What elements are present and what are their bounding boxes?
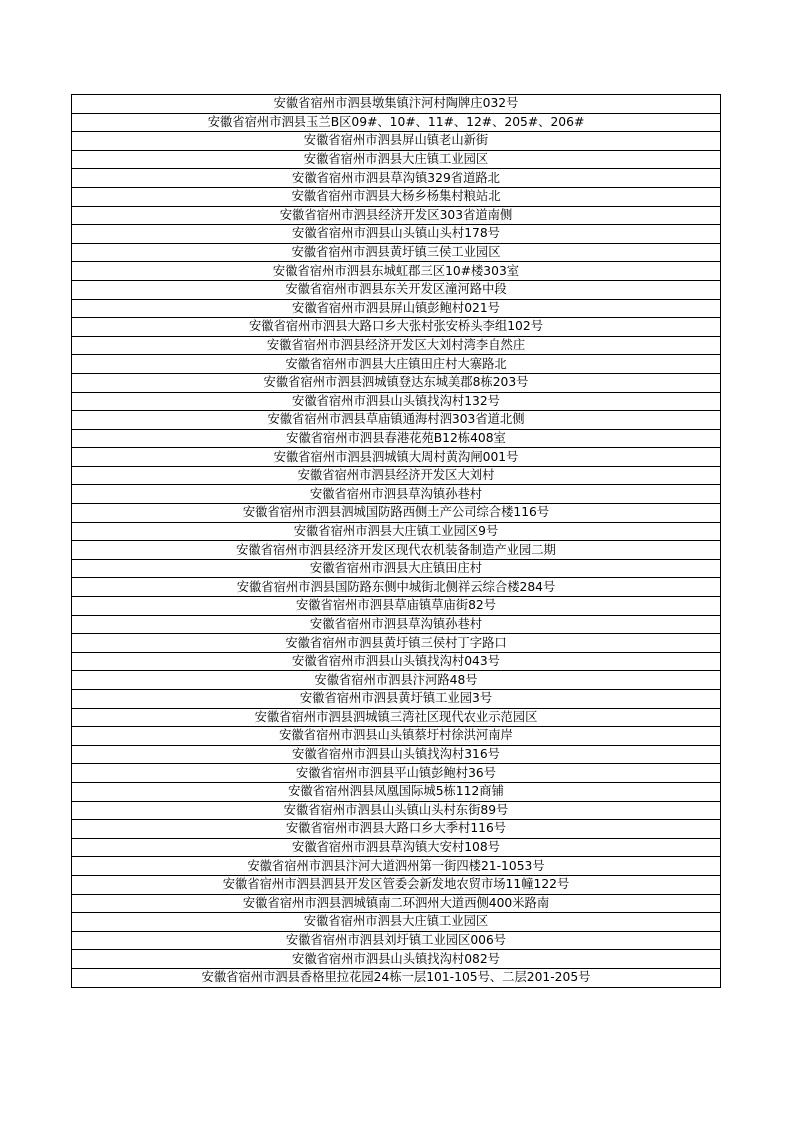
address-cell: 安徽省宿州市泗县汴河大道泗州第一街四楼21-1053号 — [72, 857, 721, 876]
address-cell: 安徽省宿州市泗县经济开发区大刘村湾李自然庄 — [72, 336, 721, 355]
address-cell: 安徽省宿州市泗县大庄镇工业园区9号 — [72, 522, 721, 541]
address-cell: 安徽省宿州市泗县草庙镇通海村泗303省道北侧 — [72, 411, 721, 430]
address-cell: 安徽省宿州市泗县大路口乡大张村张安桥头李组102号 — [72, 318, 721, 337]
address-cell: 安徽省宿州市泗县草沟镇大安村108号 — [72, 838, 721, 857]
table-row — [72, 764, 721, 783]
address-cell: 安徽省宿州市泗县黄圩镇三侯村丁字路口 — [72, 634, 721, 653]
address-cell: 安徽省宿州市泗县泗城镇大周村黄沟闸001号 — [72, 448, 721, 467]
table-row — [72, 671, 721, 690]
table-row — [72, 448, 721, 467]
table-row — [72, 875, 721, 894]
table-row — [72, 559, 721, 578]
address-cell: 安徽省宿州市泗县山头镇找沟村043号 — [72, 652, 721, 671]
table-row — [72, 373, 721, 392]
address-cell: 安徽省宿州市泗县黄圩镇工业园3号 — [72, 690, 721, 709]
address-cell: 安徽省宿州市泗县草沟镇329省道路北 — [72, 169, 721, 188]
table-row — [72, 968, 721, 987]
table-row — [72, 355, 721, 374]
address-cell: 安徽省宿州市泗县山头镇山头村178号 — [72, 225, 721, 244]
table-row — [72, 206, 721, 225]
table-row — [72, 411, 721, 430]
address-table-body — [72, 95, 721, 988]
address-cell: 安徽省宿州市泗县山头镇找沟村132号 — [72, 392, 721, 411]
table-row — [72, 597, 721, 616]
table-row — [72, 857, 721, 876]
address-cell: 安徽省宿州市泗县草沟镇孙巷村 — [72, 615, 721, 634]
table-row — [72, 150, 721, 169]
table-row — [72, 243, 721, 262]
address-cell: 安徽省宿州市泗县汴河路48号 — [72, 671, 721, 690]
address-cell: 安徽省宿州市泗县大杨乡杨集村粮站北 — [72, 187, 721, 206]
address-cell: 安徽省宿州市泗县玉兰B区09#、10#、11#、12#、205#、206# — [72, 113, 721, 132]
table-row — [72, 690, 721, 709]
table-row — [72, 262, 721, 281]
table-row — [72, 634, 721, 653]
address-cell: 安徽省宿州市泗县大庄镇工业园区 — [72, 150, 721, 169]
table-row — [72, 578, 721, 597]
address-cell: 安徽省宿州市泗县屏山镇彭鲍村021号 — [72, 299, 721, 318]
address-cell: 安徽省宿州市泗县黄圩镇三侯工业园区 — [72, 243, 721, 262]
address-cell: 安徽省宿州市泗县大路口乡大季村116号 — [72, 820, 721, 839]
table-row — [72, 913, 721, 932]
table-row — [72, 522, 721, 541]
address-cell: 安徽省宿州市泗县屏山镇老山新街 — [72, 132, 721, 151]
address-cell: 安徽省宿州市泗县大庄镇田庄村大寨路北 — [72, 355, 721, 374]
address-cell: 安徽省宿州泗县凤凰国际城5栋112商铺 — [72, 782, 721, 801]
table-row — [72, 466, 721, 485]
address-cell: 安徽省宿州市泗县草沟镇孙巷村 — [72, 485, 721, 504]
table-row — [72, 318, 721, 337]
address-cell: 安徽省宿州市泗县泗城镇登达东城美郡8栋203号 — [72, 373, 721, 392]
address-cell: 安徽省宿州市泗县国防路东侧中城街北侧祥云综合楼284号 — [72, 578, 721, 597]
table-row — [72, 615, 721, 634]
address-cell: 安徽省宿州市泗县经济开发区大刘村 — [72, 466, 721, 485]
address-cell: 安徽省宿州市泗县东城虹郡三区10#楼303室 — [72, 262, 721, 281]
table-row — [72, 95, 721, 114]
table-row — [72, 708, 721, 727]
address-cell: 安徽省宿州市泗县泗城国防路西侧土产公司综合楼116号 — [72, 504, 721, 523]
table-row — [72, 280, 721, 299]
address-cell: 安徽省宿州市泗县香格里拉花园24栋一层101-105号、二层201-205号 — [72, 968, 721, 987]
address-cell: 安徽省宿州市泗县经济开发区303省道南侧 — [72, 206, 721, 225]
address-cell: 安徽省宿州市泗县草庙镇草庙街82号 — [72, 597, 721, 616]
table-row — [72, 838, 721, 857]
address-cell: 安徽省宿州市泗县大庄镇工业园区 — [72, 913, 721, 932]
table-row — [72, 652, 721, 671]
table-row — [72, 485, 721, 504]
address-cell: 安徽省宿州市泗县泗城镇三湾社区现代农业示范园区 — [72, 708, 721, 727]
table-row — [72, 950, 721, 969]
address-cell: 安徽省宿州市泗县平山镇彭鲍村36号 — [72, 764, 721, 783]
table-row — [72, 745, 721, 764]
table-row — [72, 894, 721, 913]
address-cell: 安徽省宿州市泗县山头镇找沟村082号 — [72, 950, 721, 969]
address-cell: 安徽省宿州市泗县山头镇找沟村316号 — [72, 745, 721, 764]
table-row — [72, 225, 721, 244]
table-row — [72, 727, 721, 746]
address-cell: 安徽省宿州市泗县泗县开发区管委会新发地农贸市场11幢122号 — [72, 875, 721, 894]
table-row — [72, 541, 721, 560]
table-row — [72, 336, 721, 355]
table-row — [72, 429, 721, 448]
address-cell: 安徽省宿州市泗县山头镇山头村东街89号 — [72, 801, 721, 820]
table-row — [72, 931, 721, 950]
address-cell: 安徽省宿州市泗县春港花苑B12栋408室 — [72, 429, 721, 448]
table-row — [72, 187, 721, 206]
table-row — [72, 132, 721, 151]
address-cell: 安徽省宿州市泗县东关开发区潼河路中段 — [72, 280, 721, 299]
address-cell: 安徽省宿州市泗县墩集镇汴河村陶牌庄032号 — [72, 95, 721, 114]
address-cell: 安徽省宿州市泗县大庄镇田庄村 — [72, 559, 721, 578]
table-row — [72, 504, 721, 523]
table-row — [72, 782, 721, 801]
address-table — [71, 94, 721, 988]
table-row — [72, 113, 721, 132]
table-row — [72, 299, 721, 318]
address-cell: 安徽省宿州市泗县经济开发区现代农机装备制造产业园二期 — [72, 541, 721, 560]
table-row — [72, 392, 721, 411]
table-row — [72, 801, 721, 820]
address-cell: 安徽省宿州市泗县山头镇蔡圩村徐洪河南岸 — [72, 727, 721, 746]
table-row — [72, 169, 721, 188]
address-cell: 安徽省宿州市泗县刘圩镇工业园区006号 — [72, 931, 721, 950]
table-row — [72, 820, 721, 839]
address-cell: 安徽省宿州市泗县泗城镇南二环泗州大道西侧400米路南 — [72, 894, 721, 913]
